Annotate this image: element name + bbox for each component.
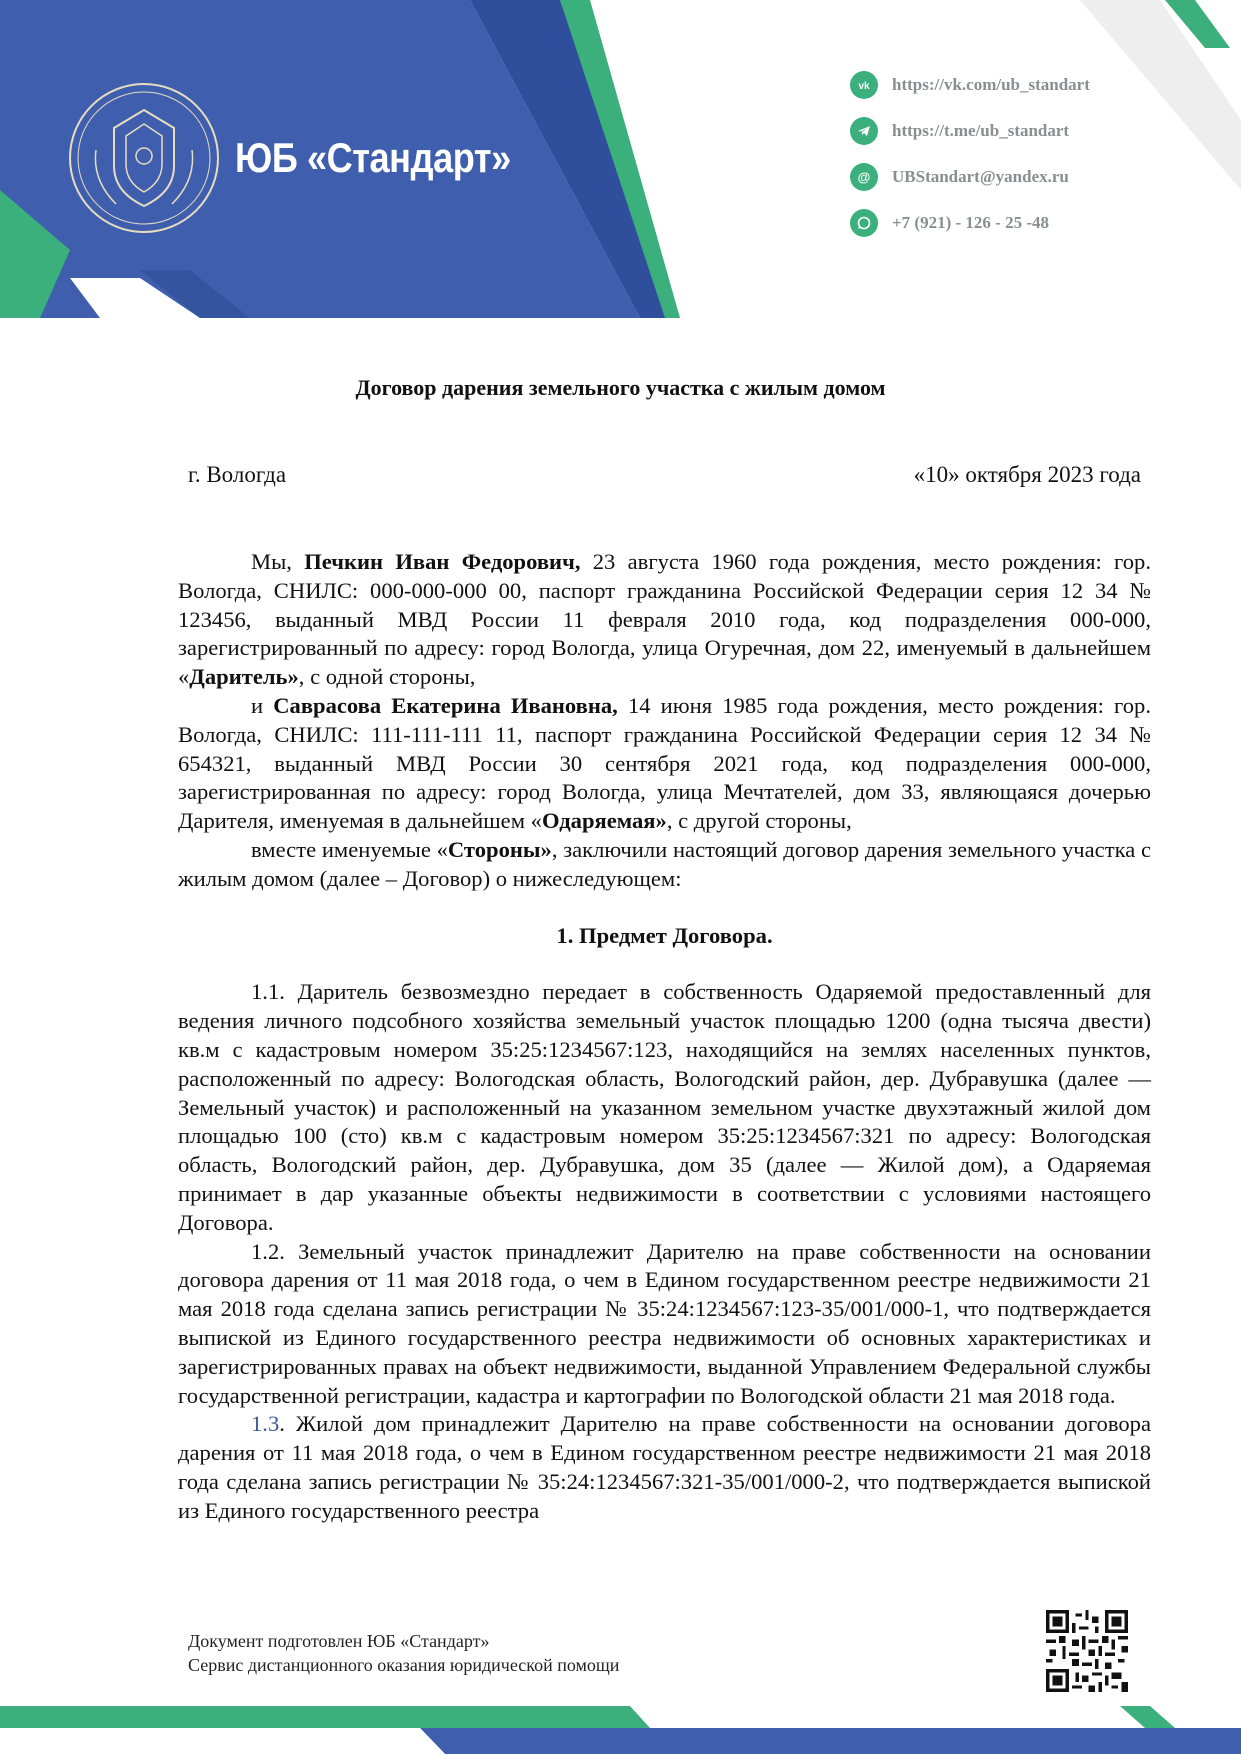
- clause-1-1: 1.1. Даритель безвозмездно передает в собственность Одаряемой предоставленный для ведения личного подсобного хозяйства земельный участок площадью 1200 (одна тысяча двести) кв.м с кадастровым номером 35:25:1234567:123, находящийся на землях населенных пунктов, расположенный по адресу: Вологодская область, Вологодский район, дер. Дубравушка (далее — Земельный участок) и расположенный на указанном земельном участке двухэтажный жилой дом площадью 100 (сто) кв.м с кадастровым номером 35:25:1234567:321 по адресу: Вологодская область, Вологодский район, дер. Дубравушка, дом 35 (далее — Жилой дом), а Одаряемая принимает в дар указанные объекты недвижимости в соответствии с условиями настоящего Договора.: [178, 979, 1151, 1235]
- footer-banner: [0, 1700, 1241, 1754]
- svg-text:vk: vk: [858, 81, 870, 92]
- section-title: 1. Предмет Договора.: [556, 922, 773, 948]
- document-body: [178, 548, 1151, 1526]
- clause-1-3: 1.3. Жилой дом принадлежит Дарителю на праве собственности на основании договора дарения от 11 мая 2018 года, о чем в Едином государственном реестре недвижимости 21 мая 2018 года сделана запись регистрации № 35:24:1234567:321-35/001/000-2, что подтверждается выпиской из Единого государственного реестра: [178, 1411, 1151, 1523]
- email-icon: [850, 163, 878, 191]
- brand-name: ЮБ «Стандарт»: [235, 134, 511, 181]
- clause-1-2: 1.2. Земельный участок принадлежит Дарителю на праве собственности на основании договора дарения от 11 мая 2018 года, о чем в Едином государственном реестре недвижимости 21 мая 2018 года сделана запись регистрации № 35:24:1234567:123-35/001/000-1, что подтверждается выпиской из Единого государственного реестра недвижимости об основных характеристиках и зарегистрированных правах на объект недвижимости, выданной Управлением Федеральной службы государственной регистрации, кадастра и картографии по Вологодской области 21 мая 2018 года.: [178, 1238, 1151, 1408]
- footer-note: [188, 1629, 619, 1677]
- emblem-icon: [66, 80, 222, 236]
- place-date-row: [188, 462, 1141, 488]
- contact-text: +7 (921) - 126 - 25 -48: [892, 213, 1049, 232]
- contact-vk[interactable]: [850, 70, 1090, 100]
- contact-telegram[interactable]: [850, 116, 1090, 146]
- contact-text: https://vk.com/ub_standart: [892, 75, 1090, 94]
- footer-line-1: Документ подготовлен ЮБ «Стандарт»: [188, 1631, 490, 1651]
- paragraph-parties: вместе именуемые «Стороны», заключили настоящий договор дарения земельного участка с жилым домом (далее – Договор) о нижеследующем:: [178, 836, 1151, 891]
- document-title: Договор дарения земельного участка с жилым домом: [355, 375, 886, 400]
- contacts-list: [850, 70, 1090, 254]
- contact-email[interactable]: [850, 162, 1090, 192]
- contact-text: UBStandart@yandex.ru: [892, 167, 1069, 186]
- city: г. Вологда: [188, 462, 287, 487]
- vk-icon: [850, 71, 878, 99]
- whatsapp-icon: [850, 209, 878, 237]
- footer-line-2: Сервис дистанционного оказания юридической помощи: [188, 1655, 620, 1675]
- qr-code-icon: [1046, 1610, 1128, 1692]
- svg-text:@: @: [857, 169, 871, 185]
- paragraph-donee: и Саврасова Екатерина Ивановна, 14 июня 1985 года рождения, место рождения: гор. Вологда, СНИЛС: 111-111-111 11, паспорт гражданина Российской Федерации серия 12 34 № 654321, выданный МВД России 30 сентября 2021 года, код подразделения 000-000, зарегистрированная по адресу: город Вологда, улица Мечтателей, дом 33, являющаяся дочерью Дарителя, именуемая в дальнейшем «Одаряемая», с другой стороны,: [178, 692, 1151, 834]
- telegram-icon: [850, 117, 878, 145]
- date: «10» октября 2023 года: [913, 462, 1141, 487]
- paragraph-donor: Мы, Печкин Иван Федорович, 23 августа 1960 года рождения, место рождения: гор. Вологда, СНИЛС: 000-000-000 00, паспорт гражданина Российской Федерации серия 12 34 № 123456, выданный МВД России 11 февраля 2010 года, код подразделения 000-000, зарегистрированный по адресу: город Вологда, улица Огуречная, дом 22, именуемый в дальнейшем «Даритель», с одной стороны,: [178, 549, 1151, 690]
- contact-text: https://t.me/ub_standart: [892, 121, 1070, 140]
- contact-whatsapp[interactable]: [850, 208, 1090, 238]
